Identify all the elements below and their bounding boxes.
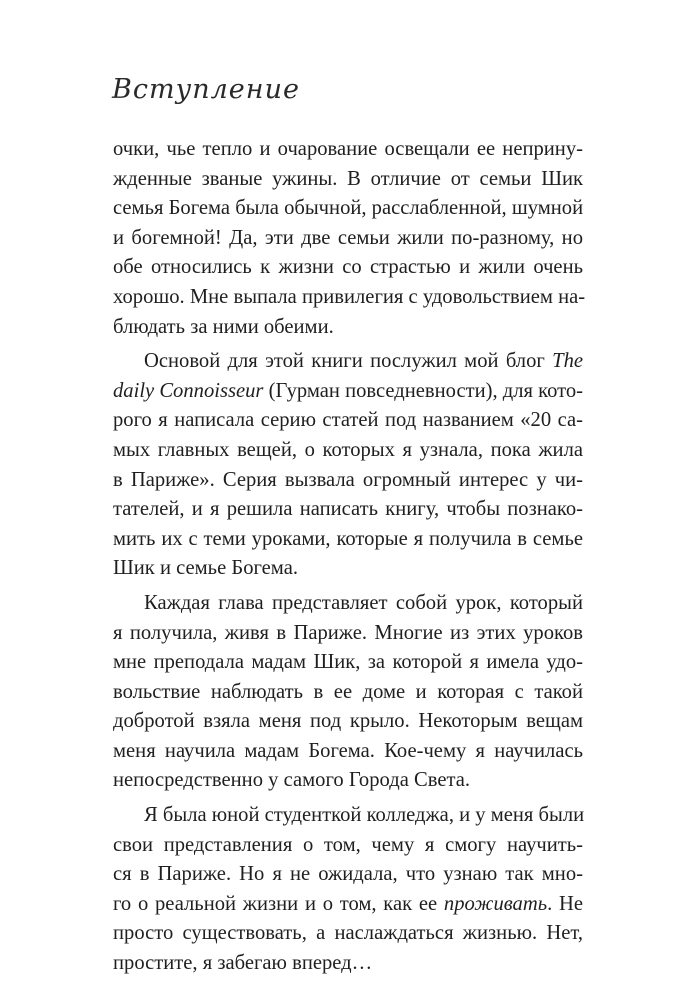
text-line: Шик и семье Богема. xyxy=(113,557,298,580)
text-line: мить их с теми уроками, которые я получила в семье xyxy=(113,527,583,550)
italic-run: проживать xyxy=(443,892,548,915)
text-run: . Не xyxy=(547,892,583,915)
body-text xyxy=(113,135,586,984)
text-line: жденные званые ужины. В отличие от семьи Шик xyxy=(113,167,583,190)
text-run: го о реальной жизни и о том, как ее xyxy=(113,892,444,915)
text-line: я получила, живя в Париже. Многие из этих уроков xyxy=(113,621,583,644)
text-line: тателей, и я решила написать книгу, чтобы познако- xyxy=(113,498,583,521)
italic-run: The xyxy=(552,350,583,373)
text-line xyxy=(113,347,583,377)
text-line: вольствие наблюдать в ее доме и которая с такой xyxy=(113,680,583,703)
text-line: и богемной! Да, эти две семьи жили по-разному, но xyxy=(113,226,583,249)
text-line: мых главных вещей, о которых я узнала, пока жила xyxy=(113,438,583,461)
text-line: хорошо. Мне выпала привилегия с удовольствием на- xyxy=(113,285,586,308)
text-line: добротой взяла меня под крыло. Некоторым вещам xyxy=(113,710,583,733)
text-line: блюдать за ними обеими. xyxy=(113,315,334,338)
text-line: Я была юной студенткой колледжа, и у меня были xyxy=(144,804,585,827)
text-line: обе относились к жизни со страстью и жили очень xyxy=(113,256,583,279)
text-line: непосредственно у самого Города Света. xyxy=(113,769,471,792)
paragraph-4 xyxy=(113,801,583,979)
text-line: очки, чье тепло и очарование освещали ее неприну- xyxy=(113,138,583,160)
text-line: семья Богема была обычной, расслабленной, шумной xyxy=(113,197,584,220)
paragraph-1 xyxy=(113,135,586,342)
text-run: (Гурман повседневности), для кото- xyxy=(263,379,583,402)
text-line: простите, я забегаю вперед… xyxy=(113,952,373,975)
text-line xyxy=(113,377,583,407)
italic-run: daily Connoisseur xyxy=(113,379,264,402)
text-line xyxy=(113,890,583,920)
text-run: Основой для этой книги послужил мой блог xyxy=(144,350,553,373)
text-line: мне преподала мадам Шик, за которой я имела удо- xyxy=(113,651,583,674)
paragraph-2 xyxy=(113,347,583,584)
text-line: свои представления о том, чему я смогу научить- xyxy=(113,833,583,856)
text-line: ся в Париже. Но я не ожидала, что узнаю так мно- xyxy=(113,863,583,886)
text-line: рого я написала серию статей под названием «20 са- xyxy=(113,409,583,432)
running-head-title: Вступление xyxy=(112,74,300,105)
text-line: меня научила мадам Богема. Кое-чему я научилась xyxy=(113,739,583,762)
paragraph-3 xyxy=(113,589,583,796)
text-line: Каждая глава представляет собой урок, который xyxy=(144,591,583,614)
text-line: просто существовать, а наслаждаться жизнью. Нет, xyxy=(113,922,583,945)
text-line: в Париже». Серия вызвала огромный интерес у чи- xyxy=(113,468,583,491)
